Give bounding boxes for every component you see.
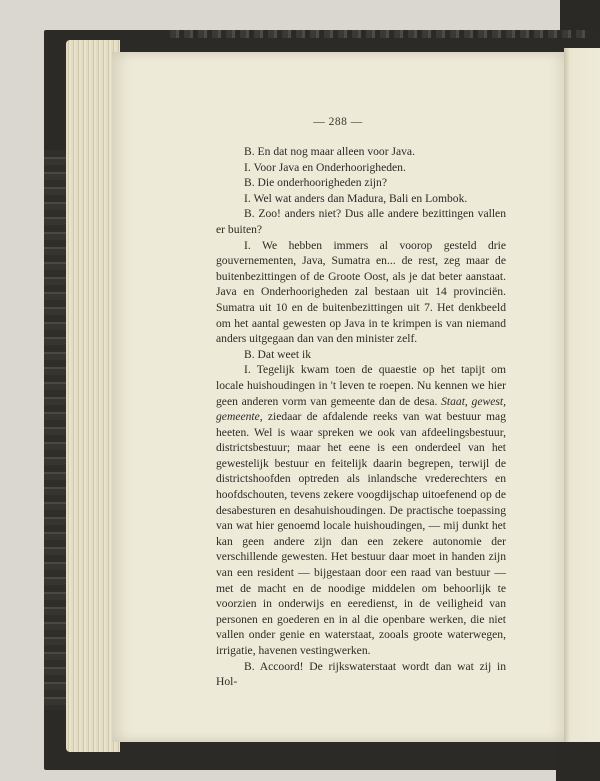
italic-phrase: Staat, gewest, gemeente, xyxy=(216,394,506,424)
cover-edge xyxy=(170,30,590,38)
dialogue-line xyxy=(216,160,506,176)
line-text: Tegelijk kwam toen de quaestie op het tapijt om locale huishoudingen in 't leven te roepen. Nu kennen we hier geen anderen vorm van gemeente dan de desa. xyxy=(216,363,506,408)
adjacent-page xyxy=(564,48,600,748)
dialogue-line xyxy=(216,144,506,160)
speaker-label: B. xyxy=(244,145,255,158)
dialogue-line xyxy=(216,175,506,191)
book-spine-bottom xyxy=(556,742,600,781)
line-text: Zoo! anders niet? Dus alle andere bezittingen vallen er buiten? xyxy=(216,207,506,236)
line-text: Die onderhoorigheden zijn? xyxy=(257,176,387,190)
line-text: Accoord! De rijkswaterstaat wordt dan wat zij in Hol- xyxy=(216,659,506,689)
speaker-label: I. xyxy=(244,363,251,377)
line-text: En dat nog maar alleen voor Java. xyxy=(257,145,415,158)
dialogue-line xyxy=(216,362,506,658)
line-text: ziedaar de afdalende reeks van wat bestuur mag heeten. Wel is waar spreken we ook van afdeelingsbestuur, districtsbestuur; maar het eene is een onderdeel van het gewestelijk bestuur en feitelijk daarin begrepen, terwijl de districtshoofden optreden als inlandsche vrederechters en hoofdschouten, tevens zekere voogdijschap uitoefenend op de desabesturen en desahuishoudingen. De practische toepassing van wat hier genoemd locale huishoudingen, — mij dunkt het kan geen andere zijn dan een zekere autonomie der verschillende gewesten. Het bestuur daar moet in handen zijn van een resident — bijgestaan door een raad van bestuur — met de macht en de noodige middelen om behoorlijk te voorzien in onderwijs en eeredienst, in de veiligheid van personen en goederen en in al die openbare werken, die niet vallen onder genie en waterstaat, zooals groote waterwegen, irrigatie, havenen vestingwerken. xyxy=(216,410,506,657)
speaker-label: B. xyxy=(244,176,255,190)
speaker-label: B. xyxy=(244,659,255,673)
dialogue-line xyxy=(216,347,506,363)
line-text: Voor Java en Onderhoorigheden. xyxy=(253,160,406,174)
page-text xyxy=(216,144,506,690)
dialogue-line xyxy=(216,206,506,237)
line-text: Wel wat anders dan Madura, Bali en Lombok. xyxy=(253,191,468,205)
line-text: Dat weet ik xyxy=(257,347,311,361)
book-spine-top xyxy=(560,0,600,34)
dialogue-line xyxy=(216,191,506,207)
speaker-label: I. xyxy=(244,160,251,174)
page-number: — 288 — xyxy=(313,116,363,128)
book-page xyxy=(112,52,564,742)
speaker-label: I. xyxy=(244,191,251,205)
dialogue-line xyxy=(216,238,506,347)
dialogue-line xyxy=(216,659,506,690)
line-text: We hebben immers al voorop gesteld drie gouvernementen, Java, Sumatra en... de rest, zeg maar de buitenbezittingen of de Groote Oost, als je dat beter aanstaat. Java en Onderhoorigheden zal bestaan uit 14 provinciën. Sumatra uit 10 en de buitenbezittingen uit 7. Het denkbeeld om het aantal gewesten op Java in te krimpen is van niemand anders uitgegaan dan van den minister zelf. xyxy=(216,238,506,346)
speaker-label: B. xyxy=(244,207,255,221)
speaker-label: B. xyxy=(244,347,255,361)
speaker-label: I. xyxy=(244,238,251,252)
cover-left-edge xyxy=(44,150,66,710)
